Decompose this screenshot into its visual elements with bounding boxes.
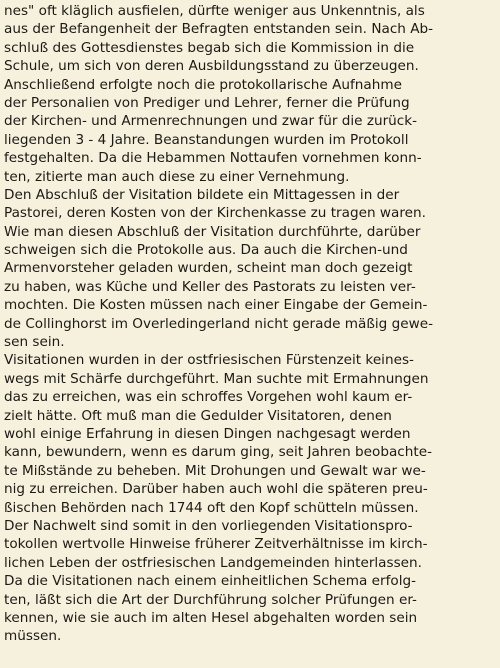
text-line: wohl einige Erfahrung in diesen Dingen nachgesagt werden — [4, 425, 411, 442]
text-line: te Mißstände zu beheben. Mit Drohungen und Gewalt war we- — [4, 462, 426, 479]
text-line: Der Nachwelt sind somit in den vorliegenden Visitationspro- — [4, 517, 413, 534]
text-line: ßischen Behörden nach 1744 oft den Kopf schütteln müssen. — [4, 499, 419, 516]
text-line: Schule, um sich von deren Ausbildungsstand zu überzeugen. — [4, 58, 419, 75]
text-line: der Personalien von Prediger und Lehrer, ferner die Prüfung — [4, 94, 410, 111]
text-line: nes" oft kläglich ausfielen, dürfte weniger aus Unkenntnis, als — [4, 3, 425, 19]
text-line: Anschließend erfolgte noch die protokollarische Aufnahme — [4, 76, 402, 93]
text-line: aus der Befangenheit der Befragten entstanden sein. Nach Ab- — [4, 21, 434, 38]
text-line: Wie man diesen Abschluß der Visitation durchführte, darüber — [4, 223, 421, 240]
text-line: ten, läßt sich die Art der Durchführung solcher Prüfungen er- — [4, 591, 417, 608]
text-line: de Collinghorst im Overledingerland nicht gerade mäßig gewe- — [4, 315, 433, 332]
text-line: kennen, wie sie auch im alten Hesel abgehalten worden sein — [4, 609, 418, 626]
body-text — [4, 2, 496, 646]
text-line: das zu erreichen, was ein schroffes Vorgehen wohl kaum er- — [4, 389, 413, 406]
text-line: Visitationen wurden in der ostfriesischen Fürstenzeit keines- — [4, 352, 414, 369]
text-line: nig zu erreichen. Darüber haben auch wohl die späteren preu- — [4, 481, 428, 498]
text-line: Pastorei, deren Kosten von der Kirchenkasse zu tragen waren. — [4, 205, 426, 222]
text-line: der Kirchen- und Armenrechnungen und zwar für die zurück- — [4, 113, 418, 130]
text-line: zielt hätte. Oft muß man die Gedulder Visitatoren, denen — [4, 407, 392, 424]
text-line: liegenden 3 - 4 Jahre. Beanstandungen wurden im Protokoll — [4, 131, 409, 148]
text-line: kann, bewundern, wenn es darum ging, seit Jahren beobachte- — [4, 444, 432, 461]
text-line: Den Abschluß der Visitation bildete ein Mittagessen in der — [4, 186, 400, 203]
text-line: schluß des Gottesdienstes begab sich die Kommission in die — [4, 39, 415, 56]
text-line: müssen. — [4, 628, 62, 645]
text-line: Armenvorsteher geladen wurden, scheint man doch gezeigt — [4, 260, 413, 277]
text-line: zu haben, was Küche und Keller des Pastorats zu leisten ver- — [4, 278, 416, 295]
text-line: lichen Leben der ostfriesischen Landgemeinden hinterlassen. — [4, 554, 422, 571]
text-line: ten, zitierte man auch diese zu einer Vernehmung. — [4, 168, 350, 185]
text-line: schweigen sich die Protokolle aus. Da auch die Kirchen-und — [4, 242, 408, 259]
text-line: Da die Visitationen nach einem einheitlichen Schema erfolg- — [4, 573, 417, 590]
text-line: mochten. Die Kosten müssen nach einer Eingabe der Gemein- — [4, 297, 428, 314]
text-line: tokollen wertvolle Hinweise früherer Zeitverhältnisse im kirch- — [4, 536, 428, 553]
text-line: festgehalten. Da die Hebammen Nottaufen vornehmen konn- — [4, 150, 422, 167]
text-line: wegs mit Schärfe durchgeführt. Man suchte mit Ermahnungen — [4, 370, 429, 387]
text-line: sen sein. — [4, 334, 65, 351]
